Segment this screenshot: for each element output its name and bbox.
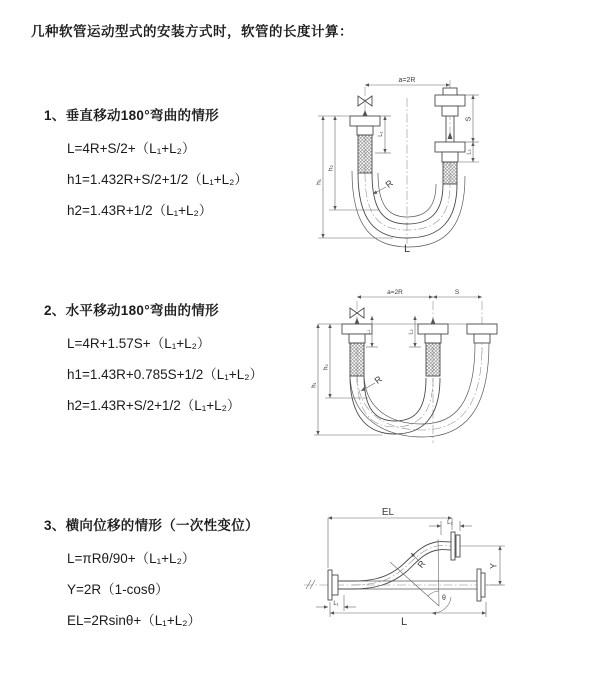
upper-flange — [456, 535, 460, 557]
flow-arrow-icon — [448, 132, 453, 139]
hose-s-curve — [352, 532, 460, 589]
dim-label-h2: h₂ — [323, 364, 330, 370]
formula-h2: h2=1.43R+S/2+1/2（L₁+L₂） — [67, 398, 241, 413]
formula-length: L=4R+S/2+（L₁+L₂） — [67, 141, 196, 156]
formula-h1: h1=1.432R+S/2+1/2（L₁+L₂） — [67, 172, 248, 187]
dimension-a2r-s — [357, 289, 482, 297]
dim-label-l1: L₁ — [365, 329, 372, 335]
formula-el: EL=2Rsinθ+（L₁+L₂） — [67, 613, 201, 628]
dim-label-y: Y — [488, 562, 499, 570]
formula-length: L=4R+1.57S+（L₁+L₂） — [67, 336, 211, 351]
diagram-vertical-180-bend — [313, 70, 598, 258]
angle-label-theta: θ — [442, 595, 446, 602]
middle-pipe-fitting — [418, 318, 448, 377]
formula-h2: h2=1.43R+1/2（L₁+L₂） — [67, 203, 213, 218]
dimension-l — [330, 602, 486, 628]
dim-label-el: EL — [381, 507, 395, 518]
formula-h1: h1=1.43R+0.785S+1/2（L₁+L₂） — [67, 367, 263, 382]
flow-arrow-icon — [363, 110, 368, 116]
radius-label: R — [383, 177, 395, 190]
dimension-h1-h2 — [312, 324, 383, 435]
radius-callout — [411, 553, 428, 570]
dim-label-h1: h₁ — [311, 382, 318, 388]
formula-length: L=πRθ/90+（L₁+L₂） — [67, 551, 196, 566]
dim-label-a2r: a=2R — [387, 289, 403, 296]
radius-label: R — [372, 373, 384, 386]
centerlines — [357, 301, 482, 443]
dimension-el — [328, 507, 452, 568]
dimension-l1 — [316, 595, 356, 611]
diagram-lateral-displacement — [300, 505, 600, 650]
braided-hose — [443, 162, 457, 184]
dimension-l1 — [366, 316, 379, 347]
flow-arrow-icon — [431, 318, 435, 324]
section-2-heading: 2、水平移动180°弯曲的情形 — [44, 303, 219, 318]
diagram-horizontal-180-bend — [310, 283, 600, 451]
dim-label-h1: h₁ — [315, 179, 323, 185]
right-pipe-fitting — [467, 324, 497, 343]
length-label: L — [400, 616, 408, 628]
left-pipe-fitting — [350, 110, 380, 173]
hose-u-curve-position1 — [350, 373, 440, 434]
right-pipe-fitting — [435, 88, 465, 184]
length-label: L — [403, 243, 411, 255]
section-1 — [44, 104, 324, 226]
braided-hose — [358, 135, 372, 173]
dim-label-l1: L₁ — [333, 601, 339, 607]
radius-construction — [390, 539, 451, 613]
braided-hose — [350, 343, 364, 376]
section-1-heading: 1、垂直移动180°弯曲的情形 — [44, 108, 219, 123]
dim-label-s: S — [465, 116, 473, 122]
hose-u-curve-position2 — [350, 343, 489, 437]
break-mark-icon — [306, 580, 315, 589]
dim-label-l2: L₂ — [447, 520, 453, 526]
section-3-heading: 3、横向位移的情形（一次性变位） — [44, 518, 259, 533]
section-2 — [44, 299, 324, 421]
page-title: 几种软管运动型式的安装方式时，软管的长度计算： — [31, 24, 353, 39]
upper-flange — [451, 532, 455, 560]
dim-label-l2: L₂ — [466, 149, 473, 155]
radius-callout — [373, 178, 395, 194]
dim-label-h2: h₂ — [327, 164, 335, 172]
radius-label: R — [415, 558, 428, 570]
dim-label-s: S — [454, 289, 460, 296]
flow-arrow-icon — [355, 318, 359, 324]
dim-label-l2: L₂ — [408, 329, 415, 335]
dim-label-l1: L₁ — [378, 131, 384, 137]
dimension-a2r — [365, 77, 450, 85]
dim-label-a2r: a=2R — [398, 77, 416, 84]
section-3 — [44, 514, 324, 636]
formula-y: Y=2R（1-cosθ） — [67, 582, 169, 597]
dimension-l2 — [429, 520, 472, 535]
braided-hose — [426, 343, 440, 376]
